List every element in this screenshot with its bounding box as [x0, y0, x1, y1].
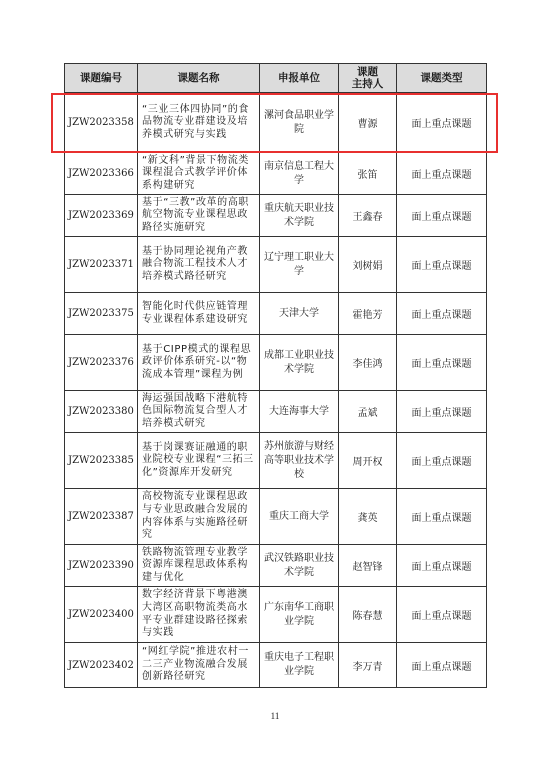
cell-unit: 漯河食品职业学院: [260, 93, 339, 153]
cell-host: 李佳鸿: [339, 335, 397, 391]
cell-name: 基于CIPP模式的课程思政评价体系研究-以“物流成本管理”课程为例: [138, 335, 260, 391]
table-row: [65, 587, 487, 643]
cell-type: 面上重点课题: [397, 293, 487, 335]
cell-name: 海运强国战略下港航特色国际物流复合型人才培养模式研究: [138, 391, 260, 433]
cell-host: 陈春慧: [339, 587, 397, 643]
cell-code: JZW2023371: [65, 237, 138, 293]
cell-type: 面上重点课题: [397, 153, 487, 195]
cell-type: 面上重点课题: [397, 335, 487, 391]
cell-name: 基于“三教”改革的高职航空物流专业课程思政路径实施研究: [138, 195, 260, 237]
cell-type: 面上重点课题: [397, 587, 487, 643]
cell-host: 赵智锋: [339, 545, 397, 587]
cell-type: 面上重点课题: [397, 391, 487, 433]
cell-unit: 南京信息工程大学: [260, 153, 339, 195]
cell-type: 面上重点课题: [397, 195, 487, 237]
cell-name: 智能化时代供应链管理专业课程体系建设研究: [138, 293, 260, 335]
table-row: [65, 195, 487, 237]
table-row: [65, 643, 487, 688]
cell-unit: 武汉铁路职业技术学院: [260, 545, 339, 587]
table-body: [65, 93, 487, 688]
cell-code: JZW2023376: [65, 335, 138, 391]
cell-host: 龚英: [339, 489, 397, 545]
cell-host: 刘树娟: [339, 237, 397, 293]
cell-name: “新文科”背景下物流类课程混合式教学评价体系构建研究: [138, 153, 260, 195]
table-row: [65, 153, 487, 195]
cell-host: 李万青: [339, 643, 397, 688]
cell-unit: 重庆电子工程职业学院: [260, 643, 339, 688]
table-row: [65, 335, 487, 391]
cell-name: 基于协同理论视角产教融合物流工程技术人才培养模式路径研究: [138, 237, 260, 293]
cell-code: JZW2023385: [65, 433, 138, 489]
cell-type: 面上重点课题: [397, 489, 487, 545]
cell-code: JZW2023366: [65, 153, 138, 195]
cell-code: JZW2023380: [65, 391, 138, 433]
cell-unit: 重庆航天职业技术学院: [260, 195, 339, 237]
cell-type: 面上重点课题: [397, 237, 487, 293]
table-row: [65, 93, 487, 153]
table-row: [65, 433, 487, 489]
cell-name: “网红学院”推进农村一二三产业物流融合发展创新路径研究: [138, 643, 260, 688]
cell-code: JZW2023390: [65, 545, 138, 587]
table-header: [65, 64, 487, 93]
table-row: [65, 293, 487, 335]
cell-host: 孟斌: [339, 391, 397, 433]
project-table-container: [64, 63, 486, 688]
cell-host: 霍艳芳: [339, 293, 397, 335]
cell-type: 面上重点课题: [397, 433, 487, 489]
cell-name: 数字经济背景下粤港澳大湾区高职物流类高水平专业群建设路径探索与实践: [138, 587, 260, 643]
cell-host: 周开权: [339, 433, 397, 489]
header-code: 课题编号: [65, 64, 138, 93]
cell-name: 基于岗课赛证融通的职业院校专业课程“三拓三化”资源库开发研究: [138, 433, 260, 489]
cell-code: JZW2023369: [65, 195, 138, 237]
cell-host: 曹源: [339, 93, 397, 153]
table-row: [65, 489, 487, 545]
cell-name: 高校物流专业课程思政与专业思政融合发展的内容体系与实施路径研究: [138, 489, 260, 545]
cell-name: “三业三体四协同”的食品物流专业群建设及培养模式研究与实践: [138, 93, 260, 153]
cell-code: JZW2023402: [65, 643, 138, 688]
cell-name: 铁路物流管理专业教学资源库课程思政体系构建与优化: [138, 545, 260, 587]
cell-code: JZW2023387: [65, 489, 138, 545]
header-type: 课题类型: [397, 64, 487, 93]
header-name: 课题名称: [138, 64, 260, 93]
cell-host: 张笛: [339, 153, 397, 195]
cell-unit: 广东南华工商职业学院: [260, 587, 339, 643]
cell-host: 王鑫春: [339, 195, 397, 237]
cell-code: JZW2023375: [65, 293, 138, 335]
header-host: 课题 主持人: [339, 64, 397, 93]
cell-type: 面上重点课题: [397, 545, 487, 587]
cell-unit: 辽宁理工职业大学: [260, 237, 339, 293]
cell-unit: 天津大学: [260, 293, 339, 335]
header-row: [65, 64, 487, 93]
cell-unit: 苏州旅游与财经高等职业技术学校: [260, 433, 339, 489]
table-row: [65, 545, 487, 587]
cell-unit: 大连海事大学: [260, 391, 339, 433]
page-number: 11: [270, 711, 280, 721]
cell-unit: 成都工业职业技术学院: [260, 335, 339, 391]
cell-code: JZW2023358: [65, 93, 138, 153]
cell-type: 面上重点课题: [397, 93, 487, 153]
header-unit: 申报单位: [260, 64, 339, 93]
cell-unit: 重庆工商大学: [260, 489, 339, 545]
table-row: [65, 237, 487, 293]
project-table: [64, 63, 487, 688]
table-row: [65, 391, 487, 433]
cell-type: 面上重点课题: [397, 643, 487, 688]
cell-code: JZW2023400: [65, 587, 138, 643]
